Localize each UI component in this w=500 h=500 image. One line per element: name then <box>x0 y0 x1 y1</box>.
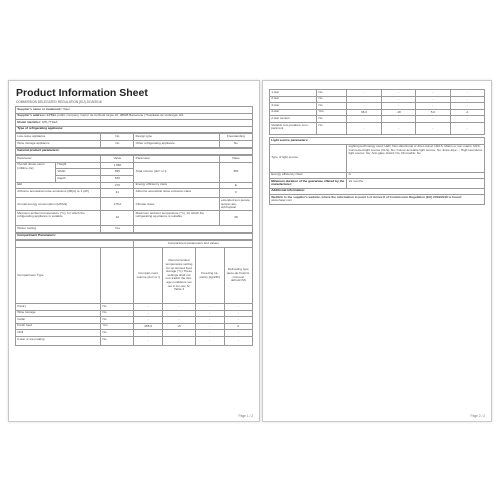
table-row: 2-star section No - - - - <box>270 116 485 123</box>
table-row: Type of light source Lighting technology used: LED; Non-directional or direc-tional: NDLS; Mains or non-mains: MLS; Connected light source (CLS): No; Colour-tuneable light source: No; Enve-lope: -; High luminance light source: No; Anti-glare shield: No; Dimmable: No <box>270 144 485 172</box>
table-row: Chill No - - - - <box>16 330 253 337</box>
document-page-1 <box>8 80 260 422</box>
star-compartment-table <box>269 89 485 135</box>
supplier-table <box>15 106 253 133</box>
table-row: Energy efficiency class G <box>270 172 485 179</box>
table-row: Width 595 <box>16 169 253 176</box>
additional-info-heading: Additional information: <box>270 188 485 195</box>
document-page-2 <box>262 80 492 422</box>
general-parameters-table <box>15 155 253 233</box>
table-row: Variable tem-perature com-partment No - - - - <box>270 122 485 134</box>
compartment-heading: Compartment Parameters: <box>16 233 253 240</box>
table-row: Wine storage appliance No Other refrigerating appliance No <box>16 140 253 147</box>
general-heading: General product parameters: <box>16 148 253 155</box>
table-row: Wine storage No - - - - <box>16 310 253 317</box>
model-identifier-row: Model identifier: MTL7T1EA <box>16 120 253 127</box>
table-row: EEI 270 Energy efficiency class E <box>16 182 253 189</box>
table-row: 1-star No - - - - <box>270 90 485 97</box>
table-row: Airborne acoustical noise emissions (dB(A) re 1 pW) 41 Airborne acoustical noise emission class C <box>16 189 253 198</box>
table-row: 0-star or ice-making No - - - - <box>16 337 253 346</box>
supplier-address-row: Supplier's address: EPBEL public company, Carrer de la Metal·lúrgia 10, 08908 Barcelona | Hospitalet de Llobregat, ES <box>16 113 253 120</box>
general-heading-table <box>15 148 253 156</box>
table-row: Cellar No - - - - <box>16 317 253 324</box>
table-row: Minimum ambient temperature (°C), for which the refrigerating appliance is suitable 10 Maximum ambient temperature (°C), for which the refrigerating ap-pliance is suitable 38 <box>16 211 253 226</box>
compartment-heading-table <box>15 233 253 241</box>
weblink-row: Weblink to the supplier's website, where the information in point 4 of Annex II of Commission Regulation (EU) 2019/2019 is found: www.haier.com <box>270 195 485 204</box>
sheet-title: Product Information Sheet <box>16 87 148 99</box>
light-source-table <box>269 137 485 205</box>
table-row: 3-star No - - - - <box>270 103 485 110</box>
table-row: Fresh food Yes 285.0 +5 - A <box>16 323 253 330</box>
page-number: Page 1 / 2 <box>238 414 253 418</box>
table-row: Annual energy consumption (kWh/a) 176.0 Climate class: extended tem-perate, temper-ate, subtropical <box>16 198 253 211</box>
table-row: Minimum duration of the guarantee offered by the manufacturer: 24 months <box>270 179 485 188</box>
table-header-row: Parameter Value Parameter Value <box>16 156 253 163</box>
table-row: Depth 630 <box>16 175 253 182</box>
table-header-row: Compartment Type Compart-ment volume (dm³ or l) Recommended temperature setting for op-timised food storage (°C) These settings shall not con-tradict the stor-age conditions set out in An-nex IV, Table 3 Freezing ca-pacity (kg/24h) Defrosting type (auto-de-frost=A, manu-al defrost=M) <box>16 248 253 304</box>
supplier-name-row: Supplier's name or trademark: Haier <box>16 107 253 114</box>
type-table <box>15 133 253 147</box>
table-header-row: Compartment parameters and values <box>16 241 253 248</box>
regulation-subtitle: COMMISSION DELEGATED REGULATION (EU) 2019/2016 <box>16 100 102 104</box>
table-row: Overall dimen-sions (millime-tre) Height 1 850 Total volume (dm³ or l) 381 <box>16 162 253 169</box>
table-row: Low-noise appliance No Design type Freestanding <box>16 134 253 141</box>
table-row: Pantry No - - - - <box>16 304 253 311</box>
table-row: 4-star Yes 96.0 -18 5.0 A <box>270 109 485 116</box>
table-row: Winter setting Yes <box>16 226 253 233</box>
page-number: Page 2 / 2 <box>470 414 485 418</box>
table-row: 2-star No - - - - <box>270 96 485 103</box>
type-heading: Type of refrigerating appliance: <box>16 126 253 133</box>
compartment-table <box>15 240 253 346</box>
light-heading: Light source parameters: <box>270 137 485 144</box>
